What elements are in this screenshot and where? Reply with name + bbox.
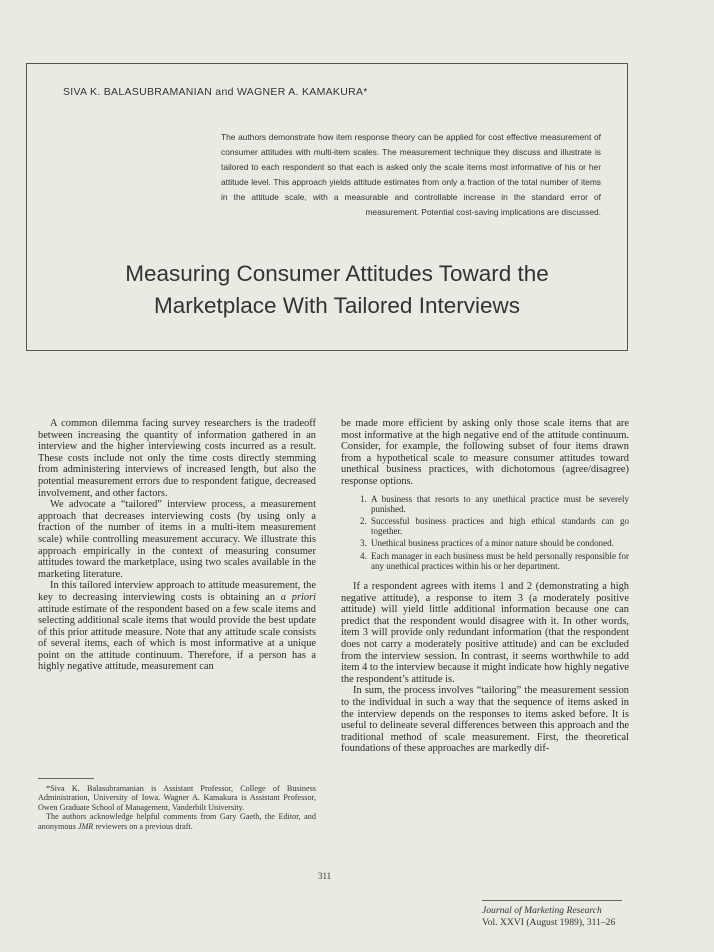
left-column [38,418,316,673]
list-item: 3. Unethical business practices of a minor nature should be condoned. [369,538,629,548]
paragraph: In sum, the process involves “tailoring” the measurement session to the individual in such a way that the sequence of items asked in the interview depends on the responses to items asked before. It is useful to delineate several differences between this approach and the traditional method of scale measurement. First, the theoretical foundations of these approaches are markedly dif- [341,685,629,755]
right-column [341,418,629,755]
journal-rule [482,900,622,901]
paragraph: We advocate a “tailored” interview process, a measurement approach that decreases interviewing costs (by using only a fraction of the number of items in a multi-item measurement scale) while controlling measurement accuracy. We illustrate this approach empirically in the context of measuring consumer attitudes toward the marketplace, using two scales available in the marketing literature. [38,499,316,580]
header-box [26,63,628,351]
abstract: The authors demonstrate how item response theory can be applied for cost effective measurement of consumer attitudes with multi-item scales. The measurement technique they discuss and illustrate is tailored to each respondent so that each is asked only the scale items most informative of his or her attitude level. This approach yields attitude estimates from only a fraction of the total number of items in the attitude scale, with a measurable and controllable increase in the standard error of measurement. Potential cost-saving implications are discussed. [221,132,601,217]
list-item: 2. Successful business practices and high ethical standards can go together. [369,516,629,536]
footnote-acknowledgments: The authors acknowledge helpful comments from Gary Gaeth, the Editor, and anonymous JMR reviewers on a previous draft. [38,812,316,831]
paragraph: A common dilemma facing survey researchers is the tradeoff between increasing the quantity of information gathered in an interview and the higher interviewing costs incurred as a result. These costs include not only the time costs directly stemming from administering interviews of increased length, but also the potential measurement errors due to respondent fatigue, decreased involvement, and other factors. [38,418,316,499]
page-number: 311 [318,871,332,881]
paragraph: be made more efficient by asking only those scale items that are most informative at the high negative end of the attitude continuum. Consider, for example, the following subset of four items drawn from a hypothetical scale to measure consumer attitudes toward unethical business practices, with dichotomous (agree/disagree) response options. [341,418,629,487]
footnote-rule [38,778,94,779]
footnote [38,784,316,831]
list-item: 4. Each manager in each business must be held personally responsible for any unethical practices within his or her department. [369,551,629,571]
journal-citation [482,905,632,929]
authors: SIVA K. BALASUBRAMANIAN and WAGNER A. KAMAKURA* [63,86,368,98]
title-line-1: Measuring Consumer Attitudes Toward the [125,261,549,286]
paragraph: If a respondent agrees with items 1 and 2 (demonstrating a high negative attitude), a response to item 3 (a moderately positive attitude) will yield little additional information because one can predict that the respondent would disagree with it. In other words, item 3 will provide only redundant information (that the respondent does not carry a moderately positive attitude) and can be excluded from the interview session. In contrast, it seems worthwhile to add item 4 to the interview because it might indicate how highly negative the respondent’s attitude is. [341,580,629,685]
list-item: 1. A business that resorts to any unethical practice must be severely punished. [369,494,629,514]
journal-name: Journal of Marketing Research [482,905,602,916]
footnote-author-affiliations: *Siva K. Balasubramanian is Assistant Professor, College of Business Administration, University of Iowa. Wagner A. Kamakura is Assistant Professor, Owen Graduate School of Management, Vanderbilt University. [38,784,316,812]
item-list [341,494,629,571]
article-title [57,258,617,322]
journal-volume: Vol. XXVI (August 1989), 311–26 [482,917,616,928]
paragraph: In this tailored interview approach to attitude measurement, the key to decreasing interviewing costs is obtaining an a priori attitude estimate of the respondent based on a few scale items and selecting additional scale items that would provide the best update of this prior attitude measure. Note that any attitude scale consists of several items, each of which is most informative at a unique point on the attitude continuum. Therefore, if a person has a highly negative attitude, measurement can [38,580,316,673]
title-line-2: Marketplace With Tailored Interviews [154,293,520,318]
